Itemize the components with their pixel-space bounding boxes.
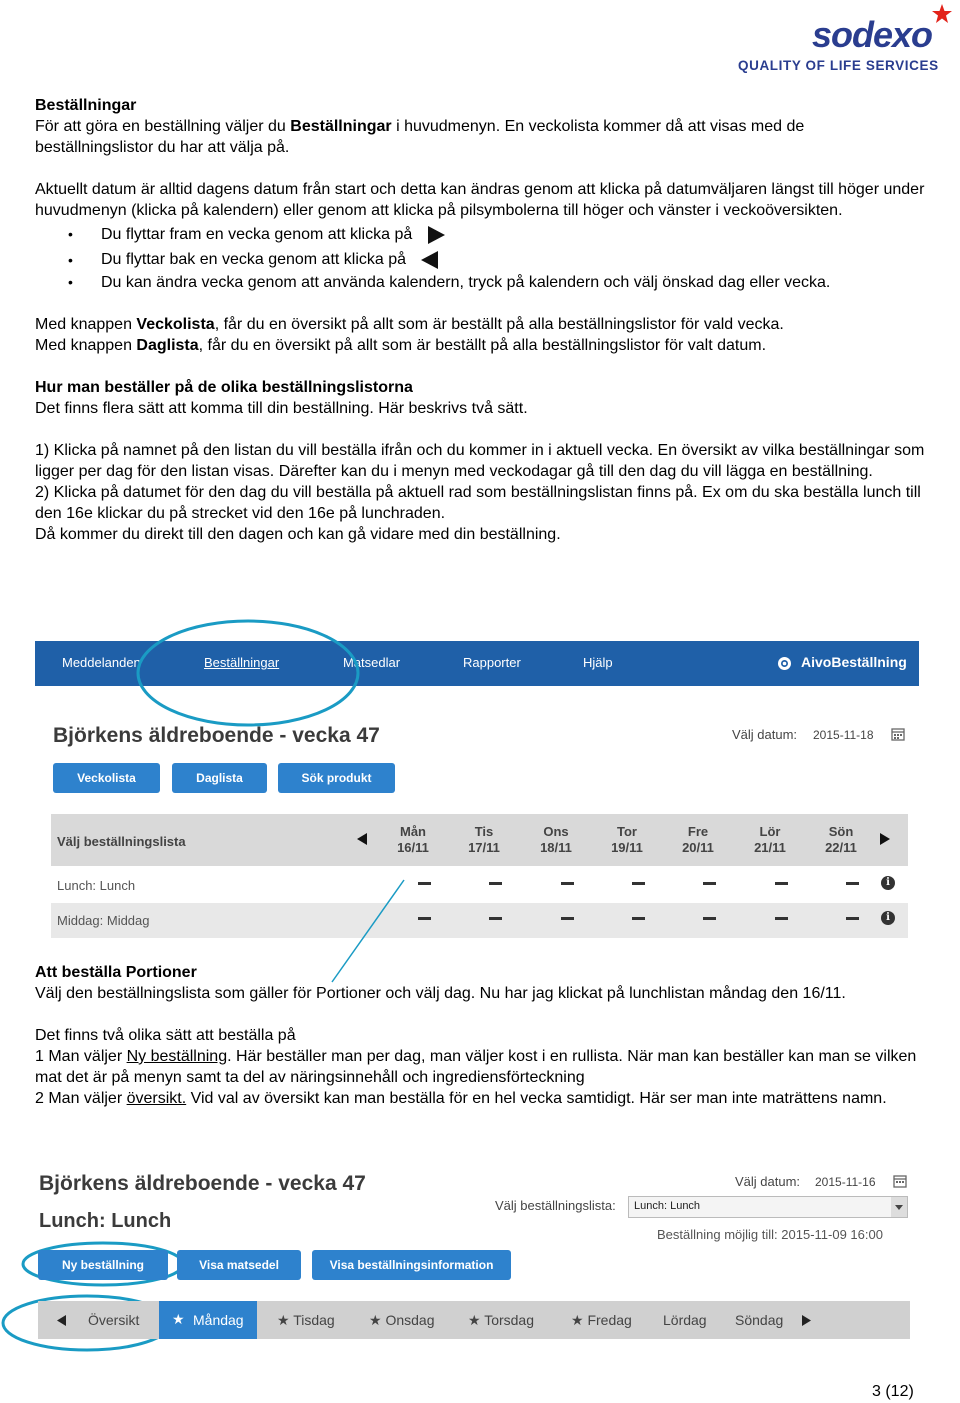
bullet-text: Du kan ändra vecka genom att använda kalendern, tryck på kalendern och välj önskad dag eller vecka. xyxy=(101,274,831,291)
bold-text: Veckolista xyxy=(136,316,215,333)
paragraph-daglista xyxy=(35,335,925,356)
info-icon[interactable]: i xyxy=(881,911,895,925)
day-fri[interactable] xyxy=(673,824,723,856)
text: , får du en översikt på allt som är beställt på alla beställningslistor för vald vecka. xyxy=(214,316,784,333)
prev-week-icon[interactable] xyxy=(356,832,368,846)
page-number: 3 (12) xyxy=(872,1383,914,1400)
bold-text: Daglista xyxy=(136,337,199,354)
order-dash[interactable] xyxy=(703,917,716,920)
day-sun[interactable] xyxy=(816,824,866,856)
day-date: 16/11 xyxy=(397,840,429,855)
list-select-label: Välj beställningslista: xyxy=(495,1198,616,1213)
day-date: 20/11 xyxy=(682,840,714,855)
list-item xyxy=(35,272,925,293)
text: Med knappen xyxy=(35,337,137,354)
text: Vid val av översikt kan man beställa för en hel vecka samtidigt. Här ser man inte maträttens namn. xyxy=(186,1090,887,1107)
brand-name: AivoBeställning xyxy=(801,654,907,670)
text: i huvudmenyn. En veckolista kommer då att visas med de beställningslistor du har att välja på. xyxy=(35,118,805,156)
paragraph: Då kommer du direkt till den dagen och kan gå vidare med din beställning. xyxy=(35,526,561,543)
sok-produkt-button[interactable]: Sök produkt xyxy=(278,763,395,793)
order-dash[interactable] xyxy=(418,917,431,920)
text: , får du en översikt på allt som är beställt på alla beställningslistor för valt datum. xyxy=(198,337,767,354)
list-label: Välj beställningslista xyxy=(57,834,186,849)
ny-bestallning-link: Ny beställning xyxy=(126,1048,228,1065)
page-title-2: Björkens äldreboende - vecka 47 xyxy=(39,1172,366,1195)
day-tabs xyxy=(38,1301,910,1339)
tab-torsdag[interactable] xyxy=(468,1301,534,1339)
order-dash[interactable] xyxy=(632,917,645,920)
star-icon: ★ xyxy=(369,1312,386,1328)
paragraph: Välj den beställningslista som gäller för Portioner och välj dag. Nu har jag klickat på lunchlistan måndag den 16/11. xyxy=(35,985,846,1002)
day-tue[interactable] xyxy=(459,824,509,856)
text: . Här beställer man per dag, man väljer kost i en rullista. När man kan beställer kan man se vilken mat det är på menyn samt ta del av näringsinnehåll och ingrediensförteckning xyxy=(35,1048,917,1086)
nav-rapporter[interactable]: Rapporter xyxy=(463,655,521,670)
heading-hur-man: Hur man beställer på de olika beställningslistorna xyxy=(35,379,413,396)
row-label-middag[interactable]: Middag: Middag xyxy=(57,913,150,928)
order-dash[interactable] xyxy=(561,882,574,885)
paragraph xyxy=(35,1088,925,1109)
info-icon[interactable]: i xyxy=(881,876,895,890)
paragraph: Det finns två olika sätt att beställa på xyxy=(35,1027,296,1044)
tab-label: Tisdag xyxy=(293,1312,335,1328)
star-icon xyxy=(932,4,952,24)
tab-mandag[interactable] xyxy=(159,1301,257,1339)
day-name: Lör xyxy=(759,824,781,839)
doc-section-1 xyxy=(35,95,925,545)
prev-icon[interactable] xyxy=(56,1314,67,1327)
day-name: Fre xyxy=(687,824,709,839)
logo-tagline: QUALITY OF LIFE SERVICES xyxy=(738,58,939,73)
day-wed[interactable] xyxy=(531,824,581,856)
tab-lordag[interactable]: Lördag xyxy=(663,1312,707,1328)
bullet-list xyxy=(35,221,925,293)
list-select-value: Lunch: Lunch xyxy=(634,1200,701,1212)
day-date: 19/11 xyxy=(611,840,643,855)
order-dash[interactable] xyxy=(561,917,574,920)
calendar-icon[interactable] xyxy=(891,727,905,741)
day-mon[interactable] xyxy=(388,824,438,856)
order-dash[interactable] xyxy=(846,882,859,885)
tab-label: Måndag xyxy=(193,1312,244,1328)
order-dash[interactable] xyxy=(632,882,645,885)
tab-oversikt[interactable]: Översikt xyxy=(88,1312,140,1328)
nav-matsedlar[interactable]: Matsedlar xyxy=(343,655,401,670)
text: Med knappen xyxy=(35,316,137,333)
date-label: Välj datum: xyxy=(735,1174,801,1189)
list-subtitle: Lunch: Lunch xyxy=(39,1210,172,1232)
heading-bestallningar: Beställningar xyxy=(35,97,137,114)
date-label: Välj datum: xyxy=(732,727,798,742)
daglista-button[interactable]: Daglista xyxy=(172,763,267,793)
oversikt-link: översikt. xyxy=(126,1090,187,1107)
bold-text: Beställningar xyxy=(290,118,392,135)
star-icon: ★ xyxy=(172,1311,185,1327)
order-dash[interactable] xyxy=(418,882,431,885)
middag-row xyxy=(51,903,908,938)
date-value[interactable]: 2015-11-16 xyxy=(815,1175,876,1189)
day-thu[interactable] xyxy=(602,824,652,856)
text: För att göra en beställning väljer du xyxy=(35,118,291,135)
day-name: Mån xyxy=(400,824,426,839)
bullet-text: Du flyttar fram en vecka genom att klicka på xyxy=(101,226,413,243)
bullet-text: Du flyttar bak en vecka genom att klicka på xyxy=(101,251,407,268)
nav-hjalp[interactable]: Hjälp xyxy=(583,655,613,670)
paragraph: 2) Klicka på datumet för den dag du vill beställa på aktuell rad som beställningslistan finns på. Ex om du ska beställa lunch till den 16e klickar du på strecket vid den 16e på lunchraden. xyxy=(35,484,921,522)
order-dash[interactable] xyxy=(775,917,788,920)
chevron-down-icon xyxy=(891,1197,907,1217)
order-week-view xyxy=(35,686,919,941)
paragraph: Det finns flera sätt att komma till din beställning. Här beskrivs två sätt. xyxy=(35,400,528,417)
nav-meddelanden[interactable]: Meddelanden xyxy=(62,655,141,670)
order-dash[interactable] xyxy=(703,882,716,885)
star-icon: ★ xyxy=(277,1312,294,1328)
tab-label: Fredag xyxy=(587,1312,632,1328)
order-dash[interactable] xyxy=(489,882,502,885)
tab-label: Onsdag xyxy=(385,1312,435,1328)
text: 2 Man väljer xyxy=(35,1090,127,1107)
day-name: Ons xyxy=(543,824,569,839)
star-icon: ★ xyxy=(571,1312,588,1328)
tab-label: Torsdag xyxy=(484,1312,534,1328)
visa-bestallningsinformation-button[interactable]: Visa beställningsinformation xyxy=(312,1250,511,1280)
day-name: Sön xyxy=(828,824,854,839)
day-date: 18/11 xyxy=(540,840,572,855)
day-name: Tor xyxy=(617,824,637,839)
tab-fredag[interactable] xyxy=(571,1301,632,1339)
order-dash[interactable] xyxy=(775,882,788,885)
calendar-icon[interactable] xyxy=(893,1174,907,1188)
tab-onsdag[interactable] xyxy=(369,1301,435,1339)
paragraph xyxy=(35,1046,925,1088)
order-dash[interactable] xyxy=(846,917,859,920)
paragraph-veckolista xyxy=(35,314,925,335)
date-value[interactable]: 2015-11-18 xyxy=(813,728,874,742)
tab-sondag[interactable]: Söndag xyxy=(735,1312,784,1328)
doc-section-2 xyxy=(35,962,925,1109)
day-sat[interactable] xyxy=(745,824,795,856)
dropdown-button[interactable] xyxy=(891,1197,907,1217)
paragraph-intro xyxy=(35,116,925,158)
paragraph-date: Aktuellt datum är alltid dagens datum från start och detta kan ändras genom att klicka på datumväljaren längst till höger under huvudmenyn (klicka på kalendern) eller genom att klicka på pilsymbolerna till höger och vänster i veckoöversikten. xyxy=(35,181,925,219)
day-date: 22/11 xyxy=(825,840,857,855)
list-item xyxy=(35,248,925,272)
ny-bestallning-button[interactable]: Ny beställning xyxy=(38,1250,168,1280)
arrow-left-icon xyxy=(420,250,440,270)
day-name: Tis xyxy=(474,824,494,839)
next-week-icon[interactable] xyxy=(879,832,891,846)
aivo-gear-icon xyxy=(776,655,793,672)
list-select[interactable] xyxy=(628,1196,908,1218)
text: 1 Man väljer xyxy=(35,1048,127,1065)
next-icon[interactable] xyxy=(801,1314,812,1327)
tab-tisdag[interactable] xyxy=(277,1301,335,1339)
star-icon: ★ xyxy=(468,1312,485,1328)
main-nav xyxy=(35,641,919,686)
arrow-right-icon xyxy=(426,225,446,245)
list-item xyxy=(35,221,925,248)
veckolista-button[interactable]: Veckolista xyxy=(53,763,160,793)
day-date: 17/11 xyxy=(468,840,500,855)
deadline-text: Beställning möjlig till: 2015-11-09 16:00 xyxy=(657,1227,883,1242)
row-label-lunch[interactable]: Lunch: Lunch xyxy=(57,878,136,893)
day-date: 21/11 xyxy=(754,840,786,855)
page-title: Björkens äldreboende - vecka 47 xyxy=(53,724,380,747)
nav-bestallningar[interactable]: Beställningar xyxy=(204,655,280,670)
order-dash[interactable] xyxy=(489,917,502,920)
visa-matsedel-button[interactable]: Visa matsedel xyxy=(177,1250,301,1280)
sodexo-logo: sodexo xyxy=(812,14,933,55)
heading-portioner: Att beställa Portioner xyxy=(35,964,197,981)
paragraph: 1) Klicka på namnet på den listan du vill beställa ifrån och du kommer in i aktuell vecka. En översikt av vilka beställningar som ligger per dag för den listan visas. Därefter kan du i menyn med veckodagar gå till den dag du vill lägga en beställning. xyxy=(35,442,925,480)
